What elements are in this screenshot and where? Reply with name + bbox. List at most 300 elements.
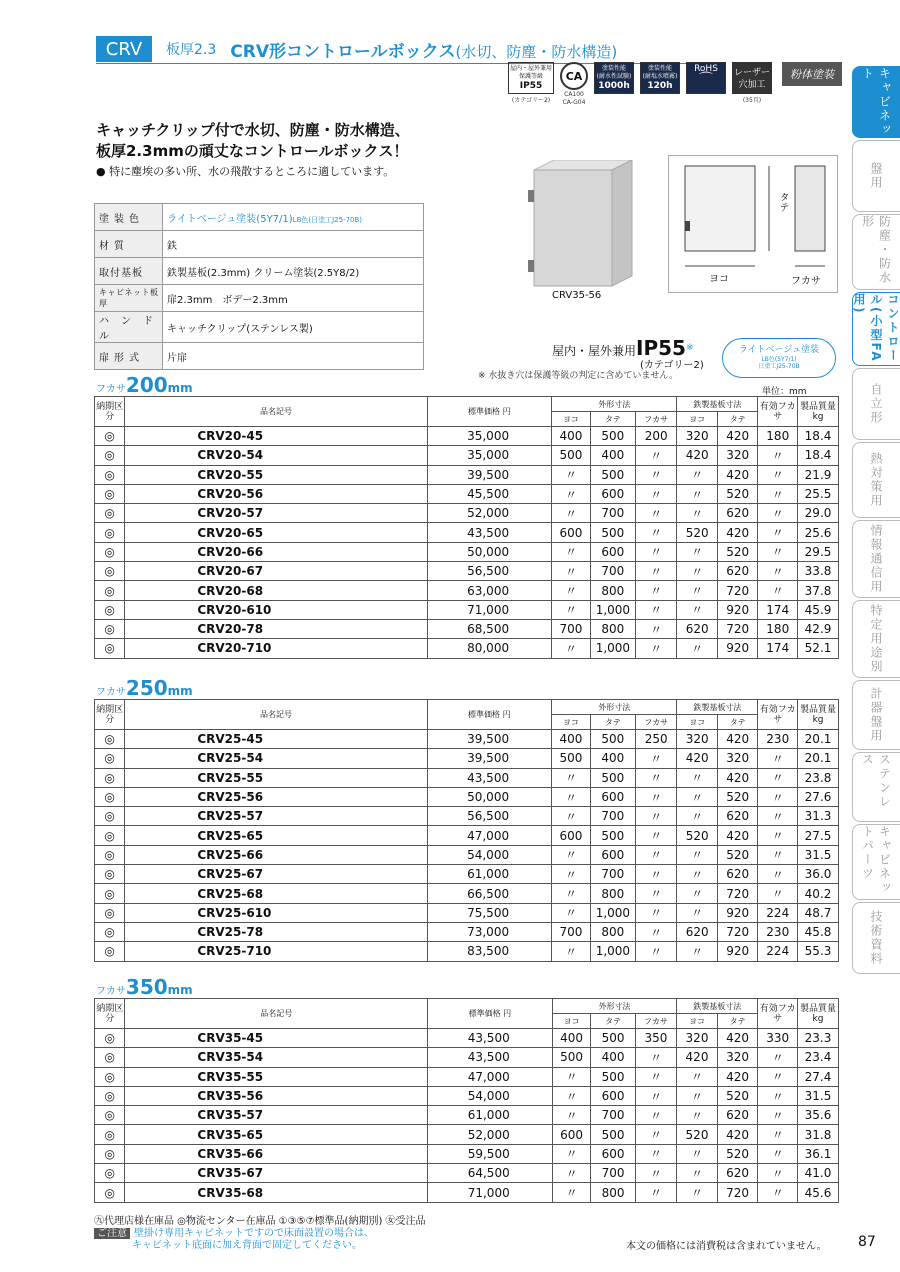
cell-model: CRV35-68 [125,1183,310,1202]
cell-plate-yoko: 520 [677,1125,718,1144]
lead-line1: キャッチクリップ付で水切、防塵・防水構造、 [96,121,410,139]
cell-tate: 800 [590,922,635,941]
cell-yoko: 〃 [552,1144,591,1163]
cell-depth: 〃 [758,1164,798,1183]
cell-weight: 31.5 [798,845,839,864]
lead-line2: 板厚2.3mmの頑丈なコントロールボックス！ [96,142,409,160]
cell-spacer [309,787,427,806]
cell-weight: 20.1 [798,749,839,768]
cell-delivery: ◎ [95,504,125,523]
cell-yoko: 〃 [552,845,591,864]
cell-delivery: ◎ [95,1106,125,1125]
cell-yoko: 600 [552,826,591,845]
col-weight: 製品質量kg [798,397,839,427]
cell-delivery: ◎ [95,768,125,787]
cell-model: CRV20-45 [125,427,309,446]
spec-key: キャビネット板厚 [95,285,163,312]
side-nav [852,66,900,976]
cell-tate: 500 [590,523,635,542]
cell-model: CRV20-56 [125,484,309,503]
cell-fukasa: 〃 [635,600,676,619]
cell-depth: 230 [758,730,798,749]
cell-spacer [309,427,427,446]
cell-fukasa: 200 [635,427,676,446]
cell-weight: 18.4 [798,427,839,446]
cell-yoko: 〃 [552,807,591,826]
cell-fukasa: 〃 [635,542,676,561]
spec-key: 材質 [95,231,163,258]
cell-delivery: ◎ [95,581,125,600]
cell-weight: 41.0 [798,1164,839,1183]
cell-price: 35,000 [427,446,552,465]
cell-plate-yoko: 〃 [677,884,718,903]
cell-yoko: 〃 [552,639,591,658]
cell-price: 43,500 [427,523,552,542]
cell-fukasa: 〃 [635,619,676,638]
spec-value [163,204,424,231]
paint-performance-120h-icon [640,62,680,94]
cell-spacer [309,922,427,941]
cell-model: CRV35-54 [125,1048,310,1067]
table-row [95,504,839,523]
cell-model: CRV35-55 [125,1067,310,1086]
cell-fukasa: 〃 [635,942,676,961]
laser-line1: レーザー [733,68,770,78]
col-outer: 外形寸法 [552,700,677,715]
cell-plate-tate: 620 [717,807,758,826]
cell-delivery: ◎ [95,427,125,446]
price-table-350 [94,998,839,1203]
side-tab-special[interactable]: 特定用途別 [852,600,900,678]
cell-fukasa: 〃 [635,826,676,845]
ip-icon-caption: (カテゴリー2) [511,97,551,104]
cell-price: 47,000 [427,826,552,845]
cell-tate: 500 [590,768,635,787]
table-row [95,1125,839,1144]
cell-depth: 174 [758,639,798,658]
side-tab-meter[interactable]: 計器盤用 [852,680,900,750]
table-row [95,562,839,581]
cell-weight: 25.6 [798,523,839,542]
cell-yoko: 〃 [552,1183,591,1202]
col-delivery: 納期区分 [95,999,125,1029]
cell-model: CRV25-67 [125,865,309,884]
cell-plate-yoko: 〃 [677,787,718,806]
cell-fukasa: 〃 [635,523,676,542]
ca-icon-caption1: CA100 [564,91,584,98]
laser-line2: 穴加工 [738,80,766,90]
laser-icon [732,62,772,104]
side-tab-dustproof[interactable]: 防塵・防水形 [852,214,900,290]
table-row [95,749,839,768]
cell-depth: 〃 [758,1125,798,1144]
cell-plate-yoko: 420 [677,1048,718,1067]
cell-yoko: 〃 [552,581,591,600]
cell-price: 39,500 [427,730,552,749]
cell-depth: 230 [758,922,798,941]
cell-depth: 〃 [758,845,798,864]
cell-weight: 37.8 [798,581,839,600]
cell-price: 43,500 [428,1048,553,1067]
cell-depth: 〃 [758,1183,798,1202]
cell-plate-tate: 620 [717,1106,758,1125]
cell-spacer [309,942,427,961]
cell-plate-tate: 520 [717,787,758,806]
cell-yoko: 〃 [552,504,591,523]
cell-delivery: ◎ [95,1144,125,1163]
cell-price: 63,000 [427,581,552,600]
cell-fukasa: 〃 [635,1144,677,1163]
col-plate-tate: タテ [717,1014,758,1029]
leaf-icon: ⌒ [699,72,713,88]
cell-fukasa: 〃 [635,504,676,523]
cell-plate-yoko: 〃 [677,1067,718,1086]
section-heading-350 [96,975,193,999]
cell-tate: 600 [591,1086,635,1105]
cell-yoko: 〃 [552,542,591,561]
cell-weight: 36.1 [798,1144,839,1163]
table-row [95,903,839,922]
cell-plate-tate: 420 [717,465,758,484]
cell-price: 54,000 [427,845,552,864]
side-tab-technical[interactable]: 技術資料 [852,902,900,974]
side-tab-cabinet[interactable]: キャビネット [852,66,900,138]
cell-depth: 〃 [758,1048,798,1067]
ip-icon-head2: 保護等級 [518,73,543,80]
cell-model: CRV20-55 [125,465,309,484]
cell-plate-tate: 720 [717,581,758,600]
color-code1: LB色(5Y7/1) [761,356,797,363]
cell-plate-tate: 420 [717,427,758,446]
page-header [96,36,617,62]
cell-yoko: 〃 [552,942,591,961]
cell-tate: 800 [590,884,635,903]
cell-yoko: 500 [552,446,591,465]
cell-spacer [310,1048,428,1067]
section-depth: 200 [125,373,168,397]
cell-spacer [310,1067,428,1086]
cell-model: CRV35-45 [125,1029,310,1048]
side-tab-stainless[interactable]: ステンレス [852,752,900,822]
cell-plate-tate: 520 [717,845,758,864]
ip-category: (カテゴリー2) [640,360,704,371]
cell-price: 43,500 [427,768,552,787]
section-heading-250 [96,676,193,700]
col-fukasa: フカサ [635,715,676,730]
cell-plate-tate: 920 [717,600,758,619]
cell-weight: 45.8 [798,922,839,941]
photo-caption: CRV35-56 [552,290,602,301]
rohs-icon [686,62,726,94]
side-tab-thermal[interactable]: 熱対策用 [852,442,900,518]
cell-weight: 31.5 [798,1086,839,1105]
cell-price: 71,000 [427,600,552,619]
cell-depth: 〃 [758,1067,798,1086]
cell-depth: 〃 [758,504,798,523]
ca-icon-caption2: CA-G04 [562,99,586,106]
cell-plate-yoko: 520 [677,826,718,845]
paint-performance-1000h-icon [594,62,634,94]
cell-fukasa: 350 [635,1029,677,1048]
col-weight: 製品質量kg [798,700,839,730]
cell-depth: 330 [758,1029,798,1048]
cell-plate-yoko: 〃 [677,1164,718,1183]
cell-plate-tate: 520 [717,484,758,503]
spec-value-sub: LB色(日塗工J25-70B) [292,215,363,224]
cell-weight: 52.1 [798,639,839,658]
col-depth: 有効フカサ [758,700,798,730]
cell-price: 59,500 [428,1144,553,1163]
cell-spacer [309,903,427,922]
cell-weight: 31.8 [798,1125,839,1144]
ca-icon-label: CA [560,62,588,90]
cell-yoko: 400 [552,730,591,749]
cell-delivery: ◎ [95,845,125,864]
col-price: 標準価格 円 [427,397,552,427]
side-tab-freestanding[interactable]: 自立形 [852,368,900,440]
price-table-200 [94,396,839,659]
cell-price: 61,000 [427,865,552,884]
spec-row [95,343,424,370]
cell-model: CRV25-68 [125,884,309,903]
cell-delivery: ◎ [95,1164,125,1183]
perf1-value: 1000h [598,81,630,91]
cell-price: 80,000 [427,639,552,658]
cell-fukasa: 〃 [635,446,676,465]
cell-delivery: ◎ [95,826,125,845]
side-tab-telecom[interactable]: 情報通信用 [852,520,900,598]
cell-model: CRV20-65 [125,523,309,542]
cell-model: CRV20-710 [125,639,309,658]
col-depth: 有効フカサ [758,999,798,1029]
cell-model: CRV20-68 [125,581,309,600]
section-label: フカサ [96,687,126,698]
dimension-drawing [668,155,838,293]
color-code2: 日塗工J25-70B [758,363,800,370]
spec-value: 片扉 [163,343,424,370]
cell-plate-yoko: 〃 [677,1144,718,1163]
cell-plate-yoko: 〃 [677,903,718,922]
cell-fukasa: 〃 [635,1183,677,1202]
cell-fukasa: 〃 [635,807,676,826]
table-row [95,619,839,638]
cell-depth: 174 [758,600,798,619]
cell-plate-yoko: 〃 [677,484,718,503]
cell-delivery: ◎ [95,1183,125,1202]
cell-weight: 29.5 [798,542,839,561]
cell-spacer [309,504,427,523]
cell-model: CRV25-57 [125,807,309,826]
cell-tate: 500 [590,826,635,845]
cell-price: 61,000 [428,1106,553,1125]
spec-value: 鉄 [163,231,424,258]
section-unit: mm [167,381,193,395]
cell-weight: 42.9 [798,619,839,638]
cell-plate-yoko: 〃 [677,768,718,787]
cell-plate-yoko: 420 [677,749,718,768]
title-sub: (水切、防塵・防水構造) [455,42,618,61]
cell-fukasa: 〃 [635,845,676,864]
table-row [95,542,839,561]
cell-plate-yoko: 〃 [677,1086,718,1105]
cell-plate-tate: 720 [717,1183,758,1202]
cell-delivery: ◎ [95,446,125,465]
cell-delivery: ◎ [95,600,125,619]
cell-plate-tate: 520 [717,542,758,561]
cell-depth: 〃 [758,446,798,465]
cell-tate: 400 [590,446,635,465]
table-row [95,1164,839,1183]
col-price: 標準価格 円 [428,999,553,1029]
cell-weight: 27.4 [798,1067,839,1086]
cell-fukasa: 〃 [635,768,676,787]
cell-weight: 45.9 [798,600,839,619]
col-yoko: ヨコ [552,715,591,730]
table-row [95,826,839,845]
section-heading-200 [96,373,193,397]
cell-spacer [309,542,427,561]
cell-price: 73,000 [427,922,552,941]
cell-plate-tate: 420 [717,1067,758,1086]
cell-spacer [310,1086,428,1105]
table-row [95,1144,839,1163]
side-tab-panel[interactable]: 盤用 [852,140,900,212]
cell-fukasa: 〃 [635,922,676,941]
price-table-250 [94,699,839,962]
cell-spacer [309,600,427,619]
cell-plate-tate: 420 [717,1029,758,1048]
cell-depth: 224 [758,903,798,922]
col-outer: 外形寸法 [552,397,677,412]
col-fukasa: フカサ [635,412,676,427]
spec-table [94,203,424,370]
cell-model: CRV25-55 [125,768,309,787]
cell-yoko: 〃 [552,1067,591,1086]
table-row [95,845,839,864]
table-row [95,465,839,484]
cell-depth: 〃 [758,1106,798,1125]
cell-tate: 1,000 [590,639,635,658]
cell-tate: 700 [590,562,635,581]
cell-depth: 180 [758,619,798,638]
cell-price: 75,500 [427,903,552,922]
cell-price: 43,500 [428,1029,553,1048]
table-row [95,1048,839,1067]
cell-depth: 〃 [758,749,798,768]
col-tate: タテ [590,715,635,730]
cell-spacer [309,845,427,864]
cell-weight: 33.8 [798,562,839,581]
cell-tate: 800 [590,619,635,638]
table-row [95,865,839,884]
spec-row [95,285,424,312]
col-plate-yoko: ヨコ [677,715,718,730]
cell-tate: 500 [591,1029,635,1048]
cell-tate: 600 [590,484,635,503]
cell-plate-tate: 620 [717,504,758,523]
tax-note: 本文の価格には消費税は含まれていません。 [626,1241,827,1252]
cell-model: CRV25-65 [125,826,309,845]
perf2-value: 120h [647,81,673,91]
cell-price: 47,000 [428,1067,553,1086]
page-number: 87 [858,1234,876,1250]
cell-price: 45,500 [427,484,552,503]
cell-plate-tate: 420 [717,730,758,749]
cell-model: CRV25-54 [125,749,309,768]
cell-depth: 〃 [758,787,798,806]
spec-row [95,312,424,343]
lead-note: ● 特に塵埃の多い所、水の飛散するところに適しています。 [96,165,395,178]
cell-weight: 31.3 [798,807,839,826]
spec-value: 扉2.3mm ボデー2.3mm [163,285,424,312]
section-unit: mm [167,684,193,698]
cell-fukasa: 〃 [635,749,676,768]
cell-tate: 1,000 [590,903,635,922]
cell-spacer [309,484,427,503]
powder-coating-badge: 粉体塗装 [782,62,842,86]
cell-delivery: ◎ [95,1067,125,1086]
table-row [95,884,839,903]
cell-plate-yoko: 〃 [677,865,718,884]
cell-yoko: 700 [552,619,591,638]
cell-depth: 〃 [758,826,798,845]
cell-plate-yoko: 〃 [677,942,718,961]
cell-depth: 〃 [758,768,798,787]
cell-fukasa: 〃 [635,903,676,922]
spec-key: 取付基板 [95,258,163,285]
cell-fukasa: 〃 [635,1067,677,1086]
cell-price: 39,500 [427,749,552,768]
ip-icon-head: 屋内・屋外兼用 [509,65,552,72]
cell-model: CRV25-56 [125,787,309,806]
cell-plate-yoko: 620 [677,922,718,941]
table-header-row [95,700,839,715]
color-name: ライトベージュ塗装 [738,345,820,355]
side-tab-control[interactable]: コントロール(小型FA用) [852,292,900,366]
cell-price: 56,500 [427,562,552,581]
cell-delivery: ◎ [95,562,125,581]
cell-depth: 〃 [758,581,798,600]
cell-price: 50,000 [427,787,552,806]
table-row [95,922,839,941]
cell-model: CRV25-610 [125,903,309,922]
feature-icons [508,62,842,106]
cell-model: CRV25-78 [125,922,309,941]
spec-row [95,231,424,258]
side-tab-parts[interactable]: キャビネットパーツ [852,824,900,900]
cell-tate: 1,000 [590,600,635,619]
perf1-head: 塗装性能 [601,65,626,72]
ip55-icon [508,62,554,104]
cell-depth: 〃 [758,562,798,581]
cell-spacer [310,1029,428,1048]
dim-fukasa: フカサ [791,276,821,287]
cell-depth: 〃 [758,523,798,542]
cell-delivery: ◎ [95,903,125,922]
table-row [95,600,839,619]
cell-price: 35,000 [427,427,552,446]
cell-depth: 180 [758,427,798,446]
table-header-row [95,999,839,1014]
cell-yoko: 600 [552,523,591,542]
cell-plate-yoko: 320 [677,1029,718,1048]
cell-tate: 600 [590,845,635,864]
notice-line2: キャビネット底面に加え背面で固定してください。 [132,1240,362,1251]
cell-spacer [309,523,427,542]
cell-plate-tate: 420 [717,523,758,542]
cell-price: 56,500 [427,807,552,826]
cell-weight: 25.5 [798,484,839,503]
